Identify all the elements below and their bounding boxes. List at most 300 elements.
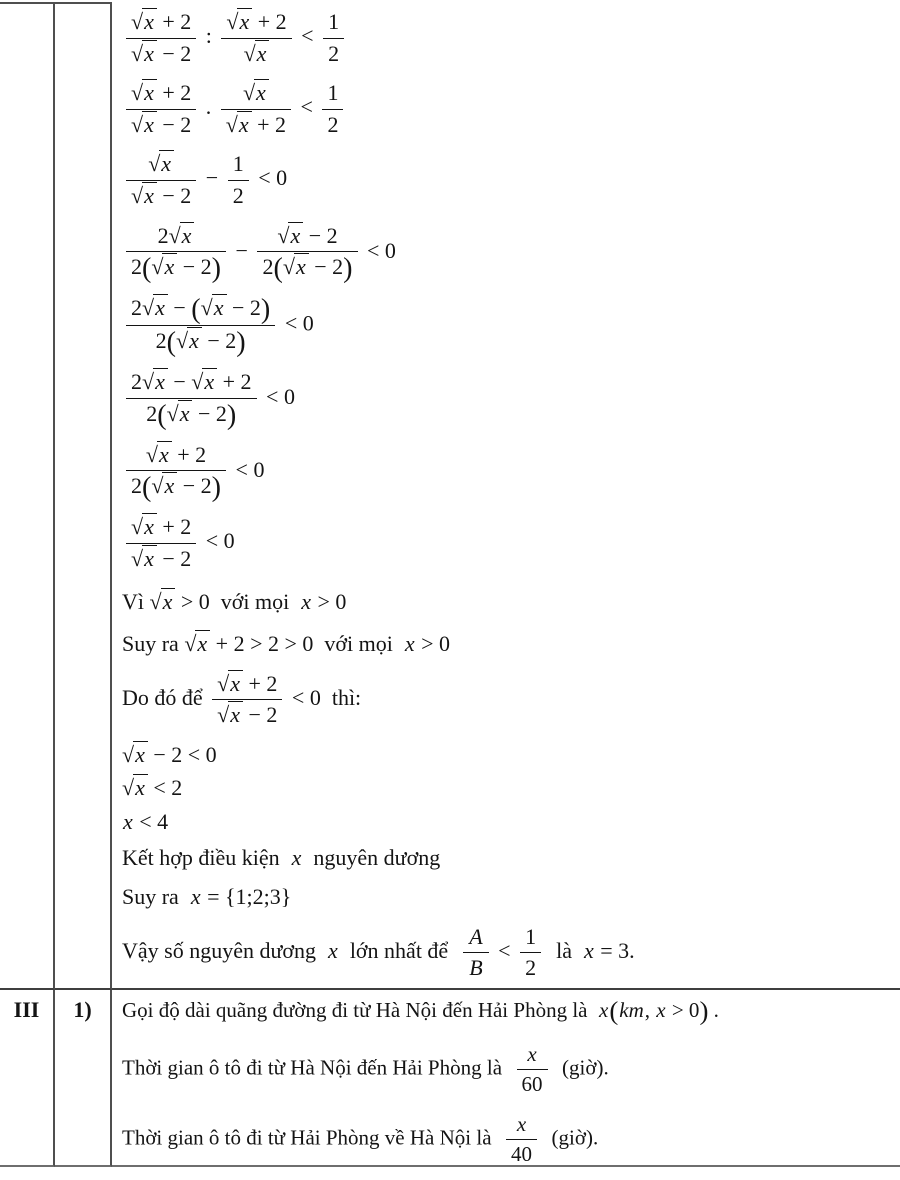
open-paren-icon: ( (142, 252, 152, 284)
radicand (142, 111, 157, 137)
math-variable: x (123, 808, 133, 834)
math-text: 2 (327, 111, 339, 137)
denominator (221, 39, 291, 69)
step-6 (122, 368, 900, 430)
sqrt-expression (176, 328, 202, 353)
math-text: < 0 (279, 310, 314, 336)
denominator (126, 181, 196, 211)
fraction (322, 79, 343, 139)
math-text: + 2 (252, 9, 287, 34)
math-text: Kết hợp điều kiện (122, 844, 291, 870)
parenthesized-group (609, 995, 709, 1026)
time-haiphong-to-hanoi (122, 1111, 900, 1167)
denominator (228, 181, 249, 211)
math-text: 40 (511, 1142, 533, 1167)
math-variable: x (189, 328, 199, 354)
radicand (142, 40, 157, 66)
math-text: . (708, 998, 719, 1022)
radical-icon: √ (149, 589, 162, 615)
fraction (221, 79, 291, 139)
math-text: + 2 (156, 80, 192, 106)
math-variable: x (656, 998, 666, 1022)
denominator (463, 953, 488, 983)
radical-icon: √ (217, 702, 230, 728)
fraction (506, 1111, 537, 1167)
radical-icon: √ (131, 182, 144, 208)
question-label: III (0, 990, 55, 1167)
math-text: 1 (232, 151, 244, 177)
math-text: − 2 (201, 328, 237, 354)
math-text: − 2 (177, 473, 212, 499)
step-9 (122, 588, 900, 617)
math-variable: x (598, 998, 609, 1022)
math-text: 2 (232, 182, 244, 208)
math-text: là (545, 937, 583, 963)
math-variable: x (144, 111, 154, 137)
radical-icon: √ (226, 9, 239, 34)
math-variable: x (190, 884, 201, 910)
math-text: 2 (131, 369, 142, 395)
radical-icon: √ (131, 545, 144, 571)
denominator (257, 252, 357, 283)
radicand (162, 253, 177, 279)
math-text: − (167, 295, 192, 321)
sqrt-expression (151, 473, 177, 498)
radical-icon: √ (122, 775, 135, 801)
solution-steps (112, 2, 900, 990)
numerator (126, 8, 196, 39)
radical-icon: √ (131, 514, 144, 540)
close-paren-icon: ) (211, 472, 222, 504)
radical-icon: √ (200, 295, 213, 321)
step-8 (122, 513, 900, 573)
math-variable: x (181, 222, 192, 248)
sqrt-expression (131, 9, 157, 34)
math-text: = {1;2;3} (201, 884, 292, 910)
radicand (212, 294, 227, 320)
open-paren-icon: ( (142, 472, 152, 504)
sqrt-expression (142, 295, 168, 320)
fraction (257, 222, 357, 284)
radical-icon: √ (191, 369, 204, 395)
radicand (159, 150, 174, 176)
step-15 (122, 844, 900, 873)
part-label: 1) (55, 990, 112, 1167)
radicand (195, 630, 210, 656)
math-text: 2 (155, 328, 167, 354)
numerator (126, 441, 226, 472)
radical-icon: √ (225, 111, 238, 137)
math-variable: x (230, 702, 240, 728)
math-variable: x (213, 295, 224, 321)
math-text: < 4 (133, 808, 169, 834)
step-4 (122, 222, 900, 284)
math-variable: x (144, 9, 154, 34)
math-text: > 0 (666, 998, 700, 1022)
math-text: 2 (146, 400, 158, 426)
math-text: Do đó để (122, 684, 209, 710)
sqrt-expression (146, 442, 172, 467)
radical-icon: √ (131, 111, 144, 137)
math-text: lớn nhất để (338, 937, 460, 963)
sqrt-expression (283, 254, 309, 279)
math-text: < (295, 23, 320, 49)
math-variable: x (291, 844, 302, 870)
step-12 (122, 741, 900, 770)
radicand (142, 8, 157, 34)
radicand (228, 701, 243, 727)
open-paren-icon: ( (609, 995, 619, 1026)
math-text: − 2 (308, 254, 344, 280)
fraction (463, 923, 488, 983)
step-13 (122, 774, 900, 803)
math-variable: x (230, 670, 240, 696)
fraction (212, 670, 282, 730)
denominator (212, 700, 282, 730)
radical-icon: √ (217, 670, 230, 696)
close-paren-icon: ) (260, 293, 271, 325)
math-variable: x (204, 369, 215, 395)
numerator (323, 8, 344, 39)
radical-icon: √ (184, 630, 197, 656)
radical-icon: √ (148, 151, 161, 177)
math-text: < 0 (361, 237, 396, 263)
radical-icon: √ (145, 441, 158, 467)
math-text: 2 (525, 955, 537, 981)
math-text: > 0 với mọi (175, 589, 301, 615)
denominator (126, 110, 196, 140)
math-variable: x (164, 254, 175, 280)
numerator (212, 670, 282, 701)
math-text: 1 (327, 80, 339, 106)
math-variable: x (162, 589, 173, 615)
numerator (126, 513, 196, 544)
math-text: − 2 (192, 400, 227, 426)
sqrt-expression (131, 546, 157, 571)
math-text: < 0 (260, 383, 295, 409)
numerator (322, 79, 343, 110)
time-hanoi-to-haiphong (122, 1041, 900, 1099)
step-10 (122, 630, 900, 659)
radical-icon: √ (176, 328, 189, 354)
math-variable: x (527, 1041, 537, 1066)
row1-question-cell (0, 2, 55, 990)
denominator (322, 110, 343, 140)
fraction (126, 8, 196, 68)
math-variable: x (179, 400, 190, 426)
parenthesized-group (273, 252, 353, 284)
math-text: nguyên dương (302, 844, 441, 870)
math-text: − 2 (303, 222, 338, 248)
math-text: Thời gian ô tô đi từ Hải Phòng về Hà Nội là (122, 1125, 503, 1150)
math-text: Suy ra (122, 630, 185, 656)
step-17 (122, 923, 900, 983)
numerator (126, 368, 257, 399)
math-text: 2 (328, 40, 340, 66)
math-text: 2 (131, 295, 142, 321)
denominator (520, 953, 541, 983)
math-text: (giờ). (541, 1125, 599, 1150)
radical-icon: √ (142, 369, 155, 395)
parenthesized-group (191, 293, 271, 325)
math-variable: x (144, 545, 154, 571)
radical-icon: √ (168, 222, 181, 248)
math-text: < (492, 937, 517, 963)
math-variable: x (164, 473, 175, 499)
radicand (153, 368, 168, 394)
step-3 (122, 150, 900, 210)
sqrt-expression (122, 742, 148, 767)
math-text: − 2 (177, 254, 212, 280)
math-variable: x (256, 40, 267, 66)
parenthesized-group (157, 399, 237, 431)
math-text: < 0 (200, 528, 235, 554)
radical-icon: √ (282, 254, 295, 280)
close-paren-icon: ) (236, 326, 246, 358)
radicand (153, 294, 168, 320)
radical-icon: √ (277, 222, 290, 248)
math-text: + 2 (156, 514, 192, 540)
math-variable: x (239, 9, 250, 34)
math-text: 2 (157, 222, 169, 248)
radical-icon: √ (151, 473, 164, 499)
sqrt-expression (184, 631, 210, 656)
radicand (178, 400, 193, 426)
fraction (126, 222, 226, 284)
math-variable: x (144, 40, 154, 66)
math-variable: x (197, 630, 208, 656)
math-text: + 2 (217, 369, 252, 395)
radical-icon: √ (131, 80, 144, 106)
open-paren-icon: ( (157, 399, 167, 431)
math-variable: x (301, 589, 311, 615)
denominator (126, 39, 196, 69)
numerator (126, 294, 275, 326)
numerator (221, 8, 291, 39)
math-variable: x (256, 80, 266, 106)
parenthesized-group (166, 326, 246, 358)
math-text: : (200, 23, 218, 49)
math-variable: x (290, 222, 301, 248)
math-text: + 2 (251, 111, 287, 137)
math-text: − (230, 237, 254, 263)
math-variable: x (158, 441, 169, 467)
radicand (180, 222, 195, 248)
math-text: < 0 (230, 456, 265, 482)
parenthesized-group (142, 472, 222, 504)
math-variable: x (328, 937, 338, 963)
numerator (520, 923, 541, 954)
math-text: (giờ). (551, 1055, 609, 1080)
sqrt-expression (131, 80, 157, 105)
math-text: + 2 (156, 9, 192, 34)
fraction (126, 79, 196, 139)
sqrt-expression (191, 369, 217, 394)
radicand (142, 513, 157, 539)
radical-icon: √ (131, 9, 144, 34)
math-text: 2 (131, 473, 142, 499)
numerator (221, 79, 291, 110)
denominator (221, 110, 291, 140)
math-variable: x (144, 514, 154, 540)
math-variable: x (404, 630, 415, 656)
radicand (157, 441, 172, 467)
fraction (520, 923, 541, 983)
numerator (126, 79, 196, 110)
sqrt-expression (131, 41, 157, 66)
radicand (228, 670, 243, 696)
step-2 (122, 79, 900, 139)
radicand (255, 40, 270, 66)
radical-icon: √ (122, 741, 135, 767)
open-paren-icon: ( (166, 326, 177, 358)
math-variable: x (135, 775, 145, 801)
math-variable: x (238, 111, 249, 137)
numerator (517, 1041, 548, 1070)
math-text: − 2 (156, 545, 192, 571)
math-variable: x (144, 80, 154, 106)
row1-part-cell (55, 2, 112, 990)
math-text: 1 (525, 923, 537, 949)
math-text: − 2 (243, 702, 278, 728)
math-text: Vì (122, 589, 150, 615)
numerator (463, 923, 488, 954)
denominator (506, 1140, 537, 1167)
math-text: > 0 (415, 630, 451, 656)
denominator (126, 471, 226, 502)
math-variable: x (144, 182, 154, 208)
math-text: − (200, 165, 224, 191)
distance-definition (122, 997, 900, 1025)
sqrt-expression (131, 183, 157, 208)
math-text: − (167, 369, 192, 395)
radicand (161, 588, 176, 614)
step-11 (122, 670, 900, 730)
math-text: , (644, 998, 656, 1022)
numerator (126, 222, 226, 253)
math-text: 2 (131, 254, 142, 280)
math-text: = 3. (594, 937, 635, 963)
radicand (237, 111, 252, 137)
math-text: + 2 (243, 670, 278, 696)
sqrt-expression (122, 775, 148, 800)
math-text: − 2 (156, 40, 192, 66)
close-paren-icon: ) (343, 252, 353, 284)
radicand (162, 472, 177, 498)
radicand (288, 222, 303, 248)
math-variable: A (469, 923, 483, 949)
sqrt-expression (167, 401, 193, 426)
solution-table (0, 2, 900, 1167)
sqrt-expression (277, 223, 303, 248)
radicand (142, 182, 157, 208)
radical-icon: √ (166, 400, 179, 426)
sqrt-expression (169, 223, 195, 248)
fraction (517, 1041, 548, 1099)
math-text: < 0 thì: (286, 684, 362, 710)
denominator (126, 399, 257, 430)
math-variable: x (516, 1112, 527, 1137)
math-text: + 2 (171, 441, 207, 467)
math-variable: x (155, 369, 165, 395)
math-text: < 0 (252, 165, 288, 191)
math-text: − 2 (156, 182, 192, 208)
radicand (142, 545, 157, 571)
math-text: − 2 (226, 295, 261, 321)
sqrt-expression (226, 9, 252, 34)
math-variable: x (161, 151, 172, 177)
sqrt-expression (201, 295, 227, 320)
numerator (506, 1111, 537, 1140)
math-variable: x (155, 295, 165, 321)
numerator (228, 150, 249, 181)
radicand (254, 79, 269, 105)
math-text: Vậy số nguyên dương (122, 937, 328, 963)
open-paren-icon: ( (273, 252, 283, 284)
step-7 (122, 441, 900, 503)
math-text: Thời gian ô tô đi từ Hà Nội đến Hải Phòng là (122, 1055, 513, 1080)
fraction (228, 150, 249, 210)
math-text: < 2 (147, 775, 183, 801)
math-text: − 2 (156, 111, 192, 137)
radicand (294, 253, 309, 279)
math-text: < (295, 94, 319, 120)
parenthesized-group (142, 252, 222, 284)
denominator (126, 544, 196, 574)
radical-icon: √ (151, 254, 164, 280)
fraction (126, 294, 275, 357)
close-paren-icon: ) (699, 995, 709, 1026)
radicand (202, 368, 217, 394)
sqrt-expression (131, 112, 157, 137)
sqrt-expression (243, 80, 269, 105)
fraction (126, 441, 226, 503)
close-paren-icon: ) (211, 252, 222, 284)
sqrt-expression (217, 671, 243, 696)
step-14 (122, 808, 900, 837)
math-variable: x (583, 937, 594, 963)
step-16 (122, 883, 900, 912)
sqrt-expression (226, 112, 252, 137)
radicand (133, 741, 148, 767)
step-5 (122, 294, 900, 357)
math-variable: km (619, 998, 644, 1022)
denominator (126, 252, 226, 283)
fraction (126, 368, 257, 430)
math-text: > 0 (312, 589, 347, 615)
open-paren-icon: ( (191, 293, 201, 325)
denominator (323, 39, 344, 69)
sqrt-expression (150, 589, 176, 614)
math-text: 1 (328, 9, 340, 34)
math-text: Gọi độ dài quãng đường đi từ Hà Nội đến Hải Phòng là (122, 998, 598, 1022)
sqrt-expression (142, 369, 168, 394)
math-text: + 2 > 2 > 0 với mọi (210, 630, 404, 656)
step-1 (122, 8, 900, 68)
denominator (517, 1070, 548, 1098)
sqrt-expression (151, 254, 177, 279)
radical-icon: √ (142, 295, 155, 321)
math-text: . (200, 94, 217, 120)
math-text: − 2 < 0 (147, 741, 217, 767)
fraction (126, 150, 196, 210)
math-text: 60 (521, 1071, 543, 1096)
fraction (126, 513, 196, 573)
radical-icon: √ (131, 40, 144, 66)
radical-icon: √ (242, 80, 256, 106)
radicand (187, 327, 202, 353)
sqrt-expression (148, 151, 174, 176)
